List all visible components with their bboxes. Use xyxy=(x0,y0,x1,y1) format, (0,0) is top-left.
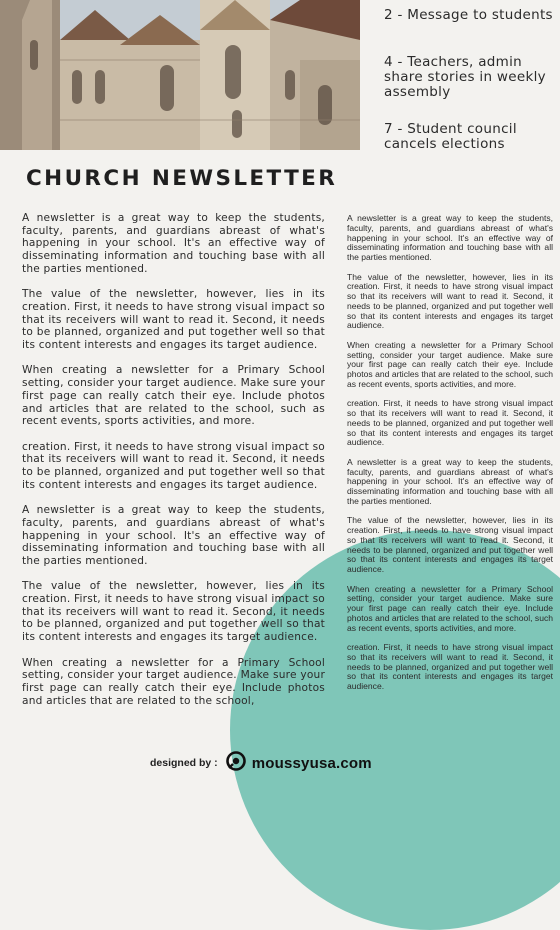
paragraph: When creating a newsletter for a Primary School setting, consider your target audience. Make sure your first page can really catch their eye. Include photos and articles that are related to the school, such as recent events, sports activities, and more. xyxy=(22,364,325,428)
paragraph: A newsletter is a great way to keep the students, faculty, parents, and guardians abreast of what's happening in your school. It's an effective way of disseminating information and touching base with all the parties mentioned. xyxy=(22,504,325,567)
hero-church-photo xyxy=(0,0,360,150)
toc-item: 7 - Student council cancels elections xyxy=(384,121,517,152)
credit-label: designed by : xyxy=(150,757,218,769)
paragraph: When creating a newsletter for a Primary School setting, consider your target audience. Make sure your first page can really catch their eye. Include photos and articles that are related to the school, xyxy=(22,656,325,707)
paragraph: The value of the newsletter, however, lies in its creation. First, it needs to have strong visual impact so that its receivers will want to read it. Second, it needs to be planned, organized and put together well so that its content interests and engages its target audience. xyxy=(22,580,325,644)
left-article-column xyxy=(22,212,325,744)
church-illustration xyxy=(0,0,360,150)
paragraph: A newsletter is a great way to keep the students, faculty, parents, and guardians abreast of what's happening in your school. It's an effective way of disseminating information and touching base with all the parties mentioned. xyxy=(22,212,325,275)
paragraph: A newsletter is a great way to keep the students, faculty, parents, and guardians abreast of what's happening in your school. It's an effective way of disseminating information and touching base with all the parties mentioned. xyxy=(347,214,553,262)
toc-item: 4 - Teachers, admin share stories in weekly assembly xyxy=(384,54,546,100)
paragraph: A newsletter is a great way to keep the students, faculty, parents, and guardians abreast of what's happening in your school. It's an effective way of disseminating information and touching base with all the parties mentioned. xyxy=(347,456,553,506)
paragraph: When creating a newsletter for a Primary School setting, consider your target audience. Make sure your first page can really catch their eye. Include photos and articles that are related to the school, such as recent events, sports activities, and more. xyxy=(347,583,553,633)
paragraph: The value of the newsletter, however, lies in its creation. First, it needs to have strong visual impact so that its receivers will want to read it. Second, it needs to be planned, organized and put together well so that its content interests and engages its target audience. xyxy=(347,515,553,574)
toc-item: 2 - Message to students xyxy=(384,7,553,23)
paragraph: The value of the newsletter, however, lies in its creation. First, it needs to have strong visual impact so that its receivers will want to read it. Second, it needs to be planned, organized and put together well so that its content interests and engages its target audience. xyxy=(347,271,553,331)
paragraph: creation. First, it needs to have strong visual impact so that its receivers will want to read it. Second, it needs to be planned, organized and put together well so that its content interests and engages its target audience. xyxy=(22,440,325,491)
paragraph: When creating a newsletter for a Primary School setting, consider your target audience. Make sure your first page can really catch their eye. Include photos and articles that are related to the school, such as recent events, sports activities, and more. xyxy=(347,339,553,389)
paragraph: creation. First, it needs to have strong visual impact so that its receivers will want to read it. Second, it needs to be planned, organized and put together well so that its content interests and engages its target audience. xyxy=(347,642,553,691)
credit-brand[interactable]: moussyusa.com xyxy=(251,754,372,772)
newsletter-title: CHURCH NEWSLETTER xyxy=(26,166,338,191)
paragraph: The value of the newsletter, however, lies in its creation. First, it needs to have strong visual impact so that its receivers will want to read it. Second, it needs to be planned, organized and put together well so that its content interests and engages its target audience. xyxy=(22,288,325,352)
moussyusa-logo-icon xyxy=(226,751,246,775)
right-article-column xyxy=(347,214,553,720)
paragraph: creation. First, it needs to have strong visual impact so that its receivers will want to read it. Second, it needs to be planned, organized and put together well so that its content interests and engages its target audience. xyxy=(347,398,553,448)
designer-credit xyxy=(150,752,372,774)
